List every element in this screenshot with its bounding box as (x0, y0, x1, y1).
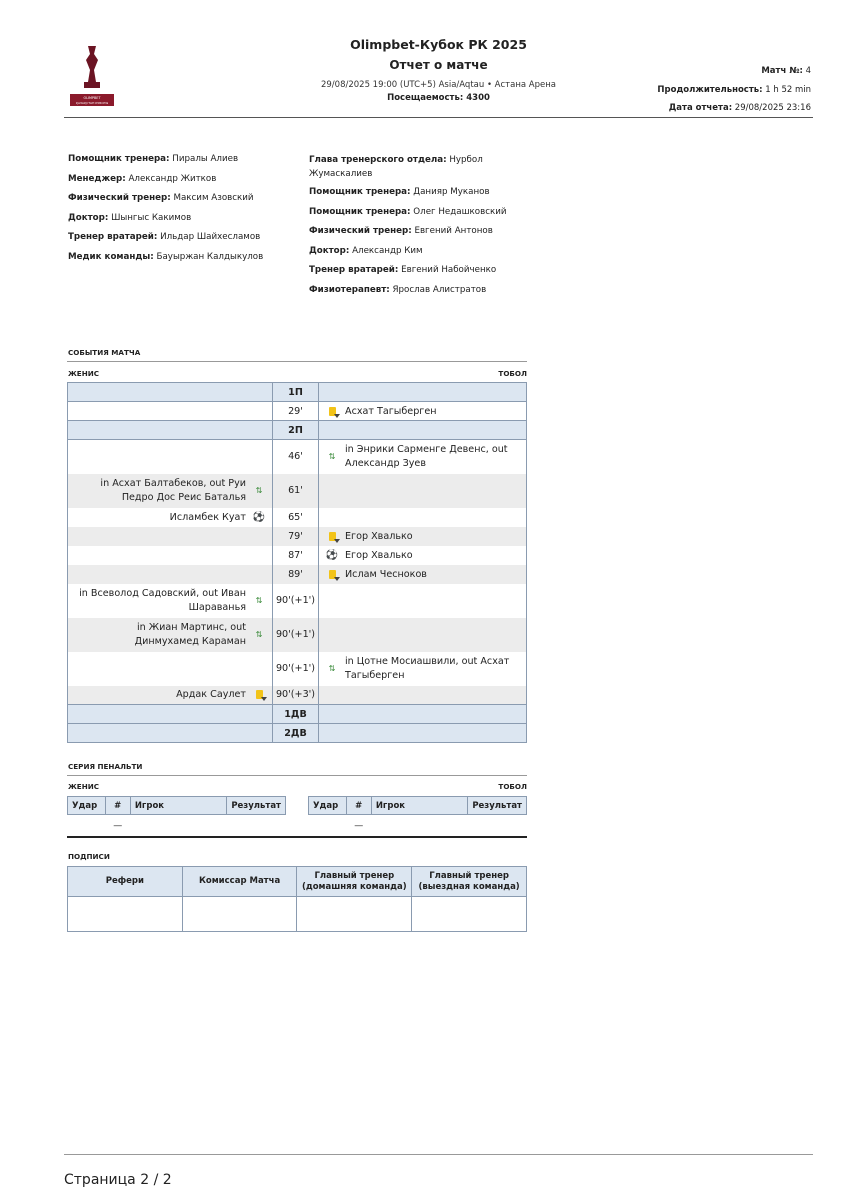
col-number: # (346, 797, 371, 815)
event-minute: 90'(+3') (273, 686, 319, 705)
staff-entry: Физический тренер: Евгений Антонов (309, 226, 493, 237)
sig-away-coach: Главный тренер (выездная команда) (412, 867, 527, 897)
sig-referee: Рефери (68, 867, 183, 897)
event-row (68, 546, 527, 565)
yellow-card-icon (325, 567, 339, 581)
col-result: Результат (468, 797, 527, 815)
empty-marker: — (113, 820, 123, 831)
substitution-icon: ⇅ (255, 485, 263, 495)
match-events-table (67, 382, 527, 743)
event-minute: 90'(+1') (273, 584, 319, 618)
home-team-name: ЖЕНИС (68, 369, 100, 378)
sig-cell (412, 897, 527, 932)
event-row (68, 402, 527, 421)
event-minute: 79' (273, 527, 319, 546)
match-number: Матч №: 4 (761, 66, 811, 76)
empty-marker: — (354, 820, 364, 831)
event-player: Исламбек Куат (169, 511, 246, 523)
divider (67, 836, 527, 838)
period-row (68, 383, 527, 402)
staff-entry: Тренер вратарей: Евгений Набойченко (309, 265, 497, 276)
staff-entry: Помощник тренера: Пиралы Алиев (68, 154, 239, 164)
event-player: Егор Хвалько (345, 530, 413, 542)
event-row (68, 440, 527, 474)
substitution-icon: ⇅ (328, 663, 336, 673)
svg-text:OLIMPBET: OLIMPBET (83, 96, 101, 100)
away-staff-list (309, 150, 529, 301)
attendance: Посещаемость: 4300 (387, 93, 490, 103)
away-penalties-table (308, 796, 527, 837)
event-minute: 89' (273, 565, 319, 584)
match-datetime-venue: 29/08/2025 19:00 (UTC+5) Asia/Aqtau • Астана Арена (320, 80, 556, 90)
home-staff-list (68, 150, 298, 268)
signatures-table (67, 866, 527, 932)
staff-entry: Физический тренер: Максим Азовский (68, 193, 254, 204)
period-row (68, 421, 527, 440)
period-row (68, 705, 527, 724)
sig-commissioner: Комиссар Матча (182, 867, 297, 897)
substitution-icon: ⇅ (255, 629, 263, 639)
staff-entry: Доктор: Шынгыс Какимов (68, 212, 192, 223)
substitution-icon: ⇅ (255, 595, 263, 605)
staff-entry: Тренер вратарей: Ильдар Шайхесламов (68, 232, 261, 243)
page-number: Страница 2 / 2 (64, 1172, 172, 1188)
sig-cell (68, 897, 183, 932)
event-row (68, 508, 527, 527)
divider (67, 361, 527, 362)
period-label: 1П (273, 383, 319, 402)
event-player: in Жиан Мартинс, out Динмухамед Караман (134, 621, 246, 647)
home-team-name: ЖЕНИС (68, 782, 100, 791)
event-row (68, 527, 527, 546)
event-minute: 90'(+1') (273, 618, 319, 652)
col-number: # (105, 797, 130, 815)
events-team-header (68, 369, 527, 378)
report-header (64, 36, 813, 118)
event-player: in Энрики Сарменге Девенс, out Александр Зуев (345, 443, 508, 469)
competition-title: Olimpbet-Кубок РК 2025 (350, 37, 527, 52)
report-date: Дата отчета: 29/08/2025 23:16 (668, 103, 811, 113)
staff-entry: Помощник тренера: Данияр Муканов (309, 187, 490, 197)
period-label: 1ДВ (273, 705, 319, 724)
event-row (68, 584, 527, 618)
substitution-icon: ⇅ (328, 451, 336, 461)
event-row (68, 652, 527, 686)
event-row (68, 474, 527, 508)
sig-home-coach: Главный тренер (домашняя команда) (297, 867, 412, 897)
footer-divider (64, 1154, 813, 1155)
sig-cell (297, 897, 412, 932)
event-player: Ардак Саулет (176, 689, 246, 701)
event-minute: 90'(+1') (273, 652, 319, 686)
event-player: Ислам Чесноков (345, 568, 427, 580)
yellow-card-icon (325, 404, 339, 418)
period-row (68, 724, 527, 743)
staff-entry: Медик команды: Бауыржан Калдыкулов (68, 251, 264, 262)
event-row (68, 565, 527, 584)
events-section-title: СОБЫТИЯ МАТЧА (68, 348, 141, 357)
col-shot: Удар (309, 797, 347, 815)
away-team-name: ТОБОЛ (498, 369, 527, 378)
event-player: Егор Хвалько (345, 549, 413, 561)
staff-entry: Менеджер: Александр Житков (68, 173, 217, 184)
goal-ball-icon: ⚽ (252, 511, 266, 523)
event-minute: 29' (273, 402, 319, 421)
signatures-section-title: ПОДПИСИ (68, 852, 110, 861)
event-minute: 65' (273, 508, 319, 527)
period-label: 2ДВ (273, 724, 319, 743)
col-player: Игрок (130, 797, 227, 815)
col-result: Результат (227, 797, 286, 815)
event-player: in Асхат Балтабеков, out Руи Педро Дос Реис Баталья (100, 477, 246, 503)
away-team-name: ТОБОЛ (498, 782, 527, 791)
sig-cell (182, 897, 297, 932)
staff-entry: Доктор: Александр Ким (309, 245, 423, 256)
staff-entry: Помощник тренера: Олег Недашковский (309, 206, 507, 217)
col-player: Игрок (371, 797, 468, 815)
event-minute: 61' (273, 474, 319, 508)
home-penalties-table (67, 796, 286, 837)
event-player: in Всеволод Садовский, out Иван Шараванья (79, 587, 246, 613)
yellow-card-icon (252, 688, 266, 702)
match-duration: Продолжительность: 1 h 52 min (657, 84, 811, 95)
goal-ball-icon: ⚽ (325, 549, 339, 561)
staff-entry: Глава тренерского отдела: Нурбол Жумаскалиев (309, 155, 483, 179)
col-shot: Удар (68, 797, 106, 815)
svg-text:ҚАЗАҚСТАН КУБОГЫ: ҚАЗАҚСТАН КУБОГЫ (75, 101, 109, 105)
match-info (657, 62, 811, 118)
divider (67, 775, 527, 776)
event-row (68, 686, 527, 705)
event-minute: 46' (273, 440, 319, 474)
event-row (68, 618, 527, 652)
yellow-card-icon (325, 529, 339, 543)
penalties-team-header (68, 782, 527, 791)
event-player: in Цотне Мосиашвили, out Асхат Тагыберген (345, 655, 510, 681)
event-minute: 87' (273, 546, 319, 565)
staff-entry: Физиотерапевт: Ярослав Алистратов (309, 284, 487, 295)
period-label: 2П (273, 421, 319, 440)
event-player: Асхат Тагыберген (345, 405, 437, 417)
penalties-section-title: СЕРИЯ ПЕНАЛЬТИ (68, 762, 143, 771)
report-title: Отчет о матче (389, 58, 488, 72)
